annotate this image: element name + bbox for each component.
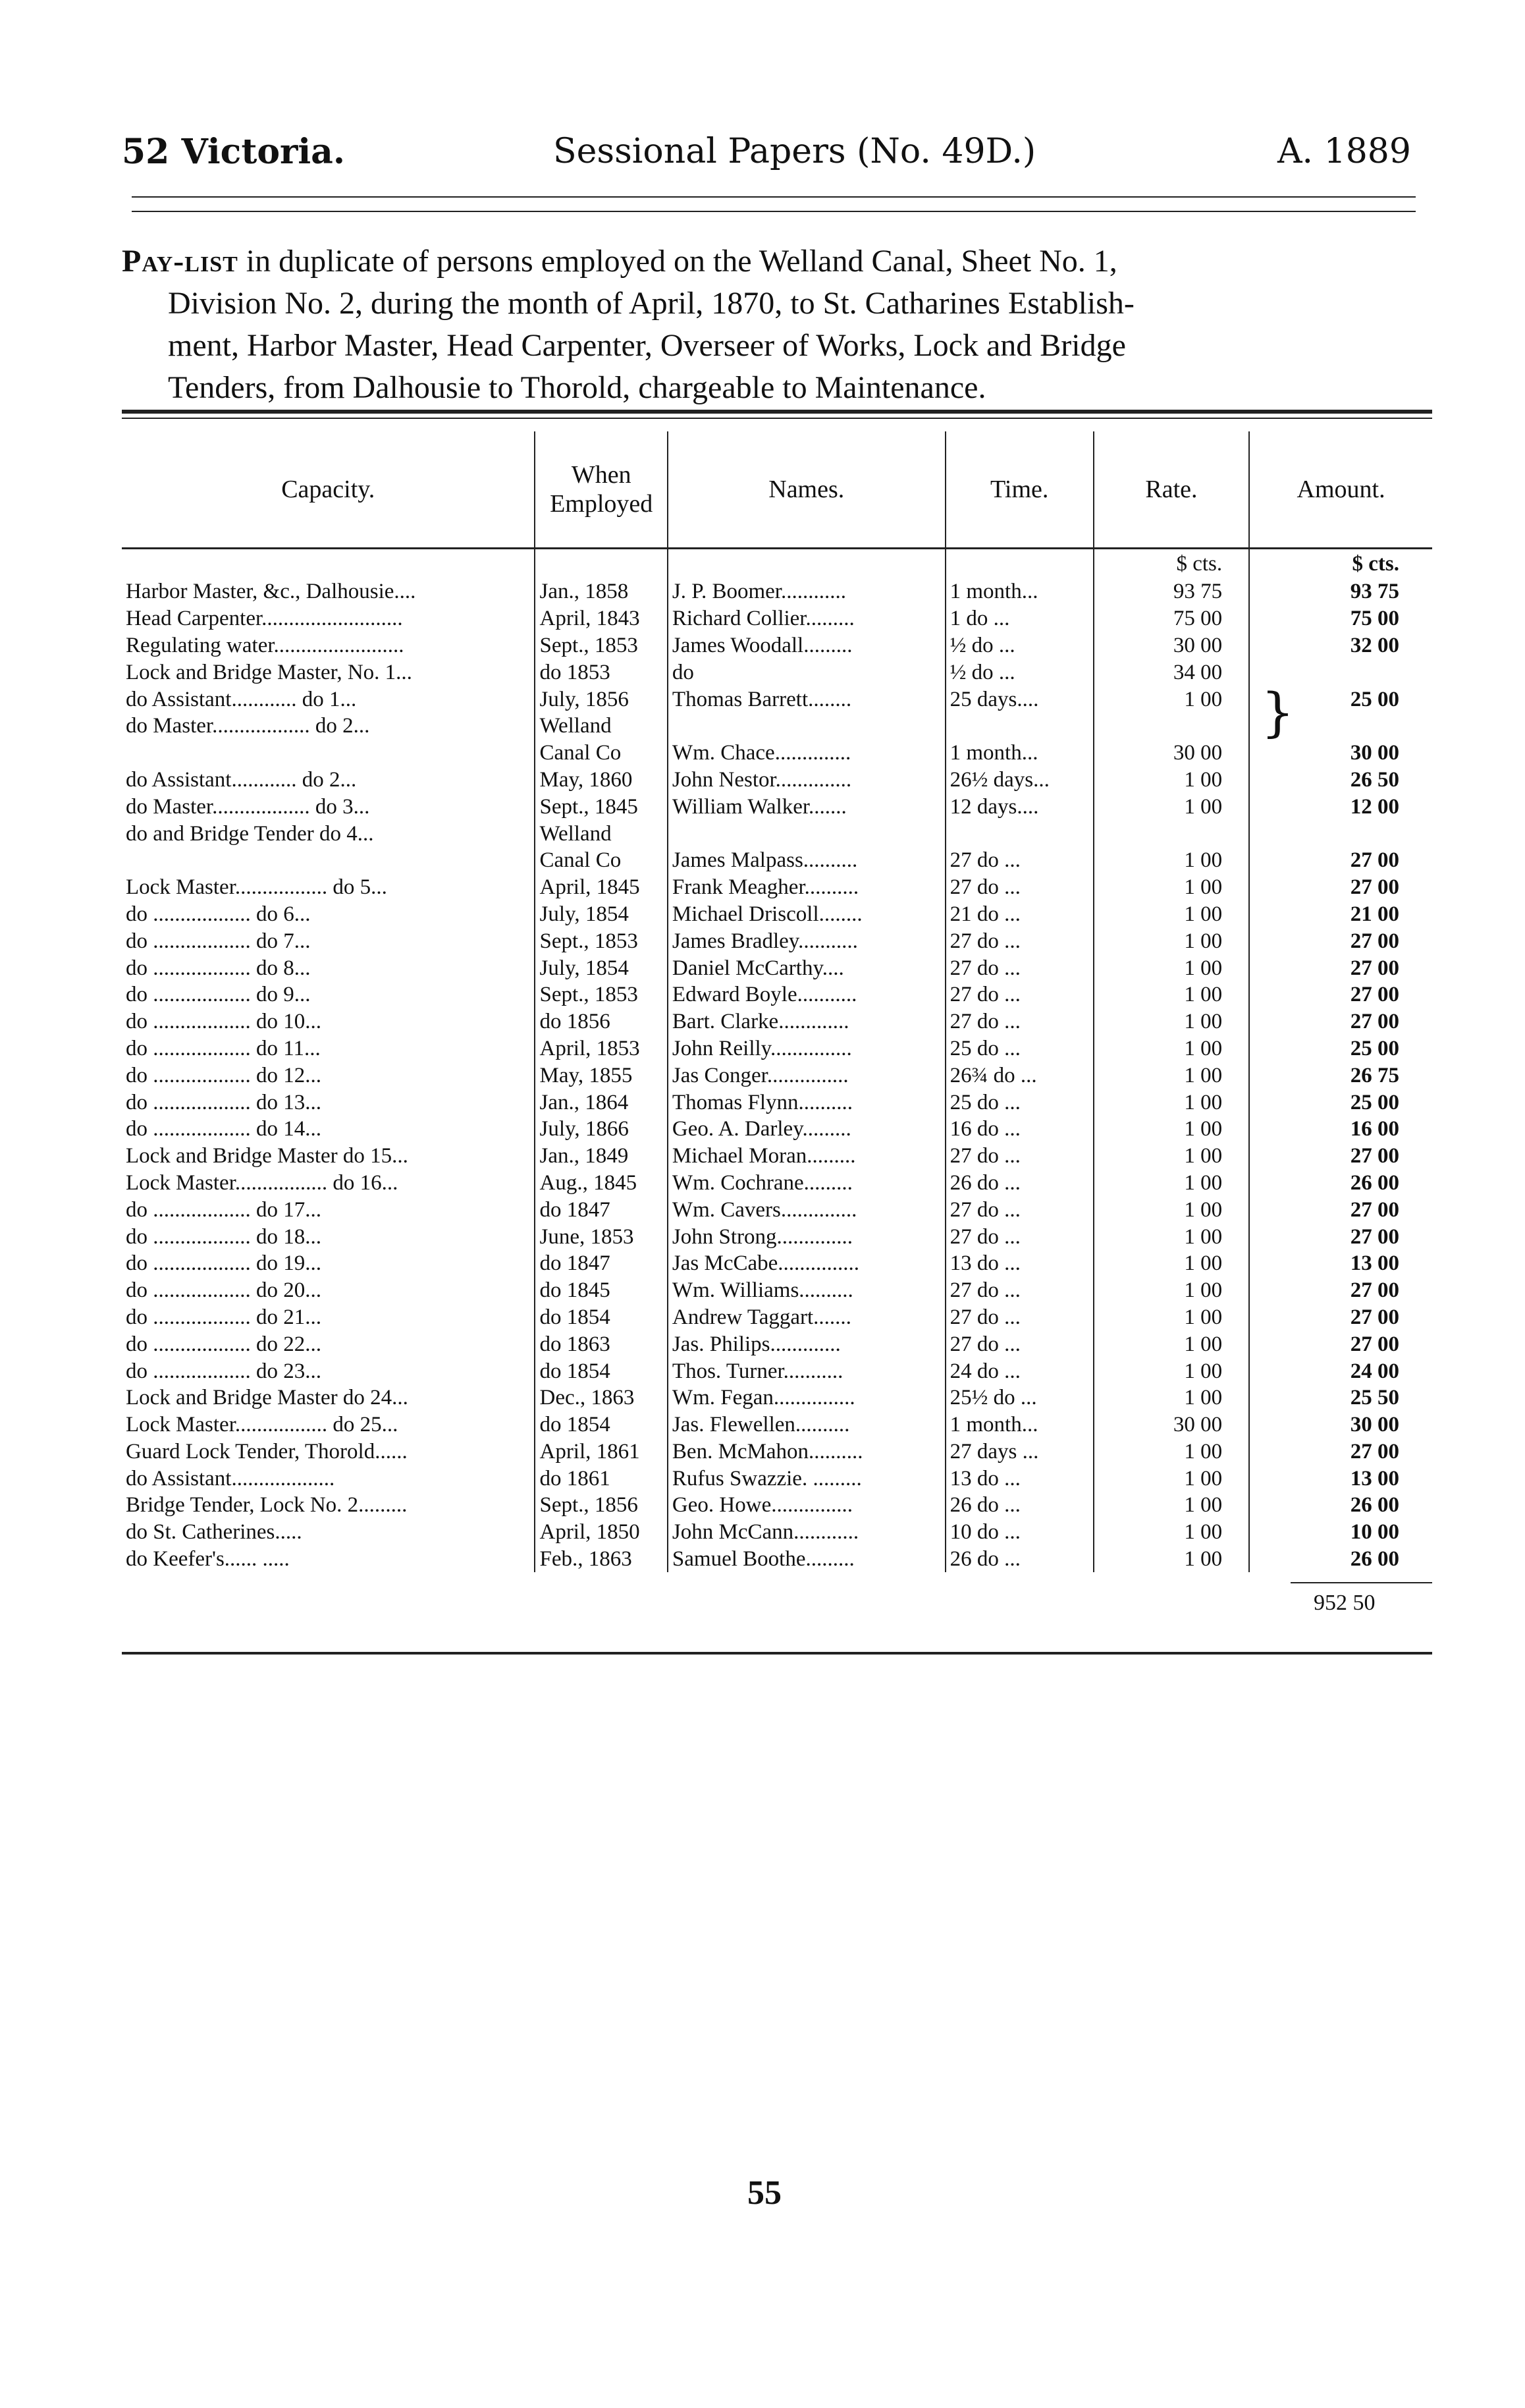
- name-cell: Daniel McCarthy....: [668, 954, 946, 981]
- when-employed-cell: Canal Co: [535, 740, 667, 767]
- name-cell: James Malpass..........: [668, 847, 946, 874]
- time-cell: 25 do ...: [946, 1035, 1094, 1062]
- name-cell: Wm. Chace..............: [668, 740, 946, 767]
- rate-cell: 1 00: [1094, 1250, 1249, 1277]
- capacity-cell: Guard Lock Tender, Thorold......: [126, 1439, 408, 1464]
- capacity-cell: do .................. do 20...: [126, 1278, 321, 1303]
- capacity-cell: Bridge Tender, Lock No. 2.........: [126, 1493, 408, 1518]
- table-row: [122, 605, 1432, 632]
- name-cell: Wm. Williams..........: [668, 1277, 946, 1304]
- table-row: [122, 954, 1432, 981]
- capacity-cell: do and Bridge Tender do 4...: [126, 821, 374, 846]
- name-cell: Edward Boyle...........: [668, 981, 946, 1008]
- title-line-2: Division No. 2, during the month of April, 1870, to St. Catharines Establish-: [168, 286, 1135, 321]
- amount-cell: 27 00: [1249, 1330, 1432, 1357]
- table-row: [122, 1277, 1432, 1304]
- rate-cell: 1 00: [1094, 1223, 1249, 1250]
- rate-cell: 1 00: [1094, 874, 1249, 901]
- capacity-cell: Head Carpenter..........................: [126, 607, 403, 631]
- amount-cell: 16 00: [1249, 1116, 1432, 1143]
- when-employed-cell: Jan., 1864: [535, 1089, 667, 1116]
- rate-cell: 30 00: [1094, 1411, 1249, 1438]
- time-cell: 13 do ...: [946, 1465, 1094, 1492]
- table-row: [122, 1411, 1432, 1438]
- time-cell: 27 do ...: [946, 847, 1094, 874]
- amount-cell: 25 50: [1249, 1384, 1432, 1411]
- amount-cell: [1249, 820, 1432, 847]
- table-row: [122, 1384, 1432, 1411]
- table-row: [122, 659, 1432, 686]
- time-cell: [946, 820, 1094, 847]
- amount-cell: 21 00: [1249, 901, 1432, 928]
- capacity-cell: do .................. do 13...: [126, 1090, 321, 1114]
- time-cell: 27 days ...: [946, 1438, 1094, 1465]
- table-row: [122, 740, 1432, 767]
- capacity-cell: do .................. do 12...: [126, 1063, 321, 1087]
- rate-cell: [1094, 713, 1249, 740]
- col-names: Names.: [668, 431, 946, 549]
- name-cell: Richard Collier.........: [668, 605, 946, 632]
- rate-cell: 1 00: [1094, 847, 1249, 874]
- rate-units: $ cts.: [1094, 549, 1249, 579]
- time-cell: 27 do ...: [946, 954, 1094, 981]
- time-cell: 27 do ...: [946, 1304, 1094, 1331]
- rate-cell: 1 00: [1094, 1546, 1249, 1573]
- when-employed-cell: do 1845: [535, 1277, 667, 1304]
- time-cell: 1 month...: [946, 740, 1094, 767]
- when-employed-cell: Aug., 1845: [535, 1170, 667, 1197]
- capacity-cell: Lock and Bridge Master, No. 1...: [126, 660, 412, 684]
- amount-cell: 27 00: [1249, 1277, 1432, 1304]
- capacity-cell: do Master.................. do 3...: [126, 794, 370, 819]
- capacity-cell: do .................. do 17...: [126, 1197, 321, 1222]
- when-employed-cell: do 1856: [535, 1008, 667, 1035]
- name-cell: James Woodall.........: [668, 632, 946, 659]
- name-cell: Thos. Turner...........: [668, 1357, 946, 1384]
- rate-cell: 34 00: [1094, 659, 1249, 686]
- time-cell: 25½ do ...: [946, 1384, 1094, 1411]
- rate-cell: 1 00: [1094, 1196, 1249, 1223]
- when-employed-cell: Sept., 1853: [535, 927, 667, 954]
- pay-list-title: [122, 240, 1432, 409]
- amount-cell: 27 00: [1249, 874, 1432, 901]
- col-when-label: When Employed: [550, 461, 653, 518]
- table-row: [122, 767, 1432, 794]
- table-header-row: [122, 431, 1432, 549]
- page-number: 55: [747, 2174, 782, 2212]
- header-rule-bottom: [132, 211, 1416, 212]
- table-row: [122, 1170, 1432, 1197]
- time-cell: 24 do ...: [946, 1357, 1094, 1384]
- name-cell: Michael Moran.........: [668, 1143, 946, 1170]
- name-cell: Samuel Boothe.........: [668, 1546, 946, 1573]
- time-cell: 27 do ...: [946, 1330, 1094, 1357]
- when-employed-cell: April, 1850: [535, 1519, 667, 1546]
- when-employed-cell: do 1854: [535, 1304, 667, 1331]
- capacity-cell: do .................. do 10...: [126, 1010, 321, 1034]
- title-lead: Pay-list: [122, 244, 238, 279]
- name-cell: John McCann............: [668, 1519, 946, 1546]
- amount-cell: 27 00: [1249, 981, 1432, 1008]
- rate-cell: 1 00: [1094, 686, 1249, 713]
- when-employed-cell: do 1847: [535, 1196, 667, 1223]
- name-cell: Geo. A. Darley.........: [668, 1116, 946, 1143]
- capacity-cell: [122, 740, 535, 767]
- table-row: [122, 1357, 1432, 1384]
- capacity-cell: do .................. do 8...: [126, 956, 311, 980]
- col-time: Time.: [946, 431, 1094, 549]
- table-row: [122, 686, 1432, 713]
- name-cell: Thomas Barrett........: [668, 686, 946, 713]
- col-when-employed: [535, 431, 667, 549]
- rate-cell: 1 00: [1094, 1089, 1249, 1116]
- rate-cell: 1 00: [1094, 1062, 1249, 1089]
- capacity-cell: Lock and Bridge Master do 15...: [126, 1144, 408, 1168]
- capacity-cell: do .................. do 21...: [126, 1305, 321, 1329]
- amount-units: $ cts.: [1249, 549, 1432, 579]
- name-cell: Jas. Flewellen..........: [668, 1411, 946, 1438]
- amount-cell: 13 00: [1249, 1465, 1432, 1492]
- pay-list-table: [122, 431, 1432, 1572]
- table-row: [122, 820, 1432, 847]
- title-line-3: ment, Harbor Master, Head Carpenter, Overseer of Works, Lock and Bridge: [168, 328, 1126, 363]
- time-cell: 27 do ...: [946, 1277, 1094, 1304]
- name-cell: Jas Conger...............: [668, 1062, 946, 1089]
- table-row: [122, 1250, 1432, 1277]
- when-employed-cell: May, 1860: [535, 767, 667, 794]
- time-cell: 27 do ...: [946, 1143, 1094, 1170]
- time-cell: 1 month...: [946, 1411, 1094, 1438]
- time-cell: 21 do ...: [946, 901, 1094, 928]
- when-employed-cell: do 1861: [535, 1465, 667, 1492]
- rate-cell: 1 00: [1094, 767, 1249, 794]
- table-row: [122, 981, 1432, 1008]
- time-cell: 13 do ...: [946, 1250, 1094, 1277]
- name-cell: Jas. Philips.............: [668, 1330, 946, 1357]
- capacity-cell: do .................. do 18...: [126, 1224, 321, 1249]
- col-capacity: Capacity.: [122, 431, 535, 549]
- capacity-cell: do .................. do 9...: [126, 983, 311, 1007]
- capacity-cell: do .................. do 6...: [126, 902, 311, 926]
- time-cell: ½ do ...: [946, 632, 1094, 659]
- rate-cell: 1 00: [1094, 1492, 1249, 1519]
- when-employed-cell: May, 1855: [535, 1062, 667, 1089]
- amount-cell: 25 00: [1249, 1089, 1432, 1116]
- title-line-1: in duplicate of persons employed on the Welland Canal, Sheet No. 1,: [238, 244, 1117, 279]
- name-cell: J. P. Boomer............: [668, 578, 946, 605]
- when-employed-cell: do 1854: [535, 1411, 667, 1438]
- amount-cell: 26 00: [1249, 1170, 1432, 1197]
- rate-cell: 1 00: [1094, 1465, 1249, 1492]
- capacity-cell: [122, 847, 535, 874]
- time-cell: 1 month...: [946, 578, 1094, 605]
- amount-cell: 27 00: [1249, 927, 1432, 954]
- when-employed-cell: Sept., 1845: [535, 793, 667, 820]
- time-cell: 27 do ...: [946, 1196, 1094, 1223]
- table-row: [122, 793, 1432, 820]
- table-row: [122, 1223, 1432, 1250]
- when-employed-cell: do 1863: [535, 1330, 667, 1357]
- when-employed-cell: Jan., 1849: [535, 1143, 667, 1170]
- table-row: [122, 1492, 1432, 1519]
- rate-cell: 30 00: [1094, 740, 1249, 767]
- total-rule: [1291, 1582, 1432, 1583]
- table-row: [122, 847, 1432, 874]
- grand-total: 952 50: [1314, 1591, 1376, 1615]
- rate-cell: 1 00: [1094, 954, 1249, 981]
- capacity-cell: Regulating water........................: [126, 633, 404, 657]
- title-line-4: Tenders, from Dalhousie to Thorold, chargeable to Maintenance.: [168, 370, 986, 405]
- time-cell: 25 do ...: [946, 1089, 1094, 1116]
- time-cell: 26½ days...: [946, 767, 1094, 794]
- col-rate: Rate.: [1094, 431, 1249, 549]
- rate-cell: 1 00: [1094, 1170, 1249, 1197]
- table-row: [122, 1465, 1432, 1492]
- name-cell: Jas McCabe...............: [668, 1250, 946, 1277]
- time-cell: 27 do ...: [946, 874, 1094, 901]
- capacity-cell: do .................. do 14...: [126, 1117, 321, 1141]
- col-amount: Amount.: [1249, 431, 1432, 549]
- capacity-cell: Lock Master................. do 5...: [126, 875, 387, 900]
- time-cell: 27 do ...: [946, 1223, 1094, 1250]
- name-cell: John Reilly...............: [668, 1035, 946, 1062]
- table-row: [122, 1089, 1432, 1116]
- when-employed-cell: July, 1854: [535, 954, 667, 981]
- capacity-cell: do Assistant............ do 2...: [126, 767, 357, 792]
- amount-cell: 27 00: [1249, 954, 1432, 981]
- rate-cell: 1 00: [1094, 1519, 1249, 1546]
- name-cell: [668, 713, 946, 740]
- time-cell: ½ do ...: [946, 659, 1094, 686]
- capacity-cell: Harbor Master, &c., Dalhousie....: [126, 580, 416, 604]
- when-employed-cell: Jan., 1858: [535, 578, 667, 605]
- amount-cell: 27 00: [1249, 1438, 1432, 1465]
- table-row: [122, 578, 1432, 605]
- header-center: Sessional Papers (No. 49D.): [553, 132, 1036, 171]
- when-employed-cell: June, 1853: [535, 1223, 667, 1250]
- when-employed-cell: April, 1845: [535, 874, 667, 901]
- time-cell: 25 days....: [946, 686, 1094, 713]
- amount-cell: 25 00: [1249, 1035, 1432, 1062]
- amount-cell: 26 00: [1249, 1546, 1432, 1573]
- table-row: [122, 1546, 1432, 1573]
- time-cell: 10 do ...: [946, 1519, 1094, 1546]
- when-employed-cell: Sept., 1856: [535, 1492, 667, 1519]
- name-cell: Ben. McMahon..........: [668, 1438, 946, 1465]
- amount-cell: 27 00: [1249, 1223, 1432, 1250]
- amount-cell: 27 00: [1249, 1196, 1432, 1223]
- rate-cell: 1 00: [1094, 1143, 1249, 1170]
- capacity-cell: Lock Master................. do 25...: [126, 1413, 398, 1437]
- when-employed-cell: April, 1861: [535, 1438, 667, 1465]
- rate-cell: 1 00: [1094, 981, 1249, 1008]
- name-cell: Wm. Cochrane.........: [668, 1170, 946, 1197]
- capacity-cell: do .................. do 7...: [126, 929, 311, 953]
- name-cell: John Nestor..............: [668, 767, 946, 794]
- when-employed-cell: do 1854: [535, 1357, 667, 1384]
- name-cell: Michael Driscoll........: [668, 901, 946, 928]
- rate-cell: 1 00: [1094, 1330, 1249, 1357]
- rate-cell: 1 00: [1094, 1035, 1249, 1062]
- amount-cell: 10 00: [1249, 1519, 1432, 1546]
- table-row: [122, 927, 1432, 954]
- rate-cell: [1094, 820, 1249, 847]
- time-cell: 12 days....: [946, 793, 1094, 820]
- amount-cell: 26 00: [1249, 1492, 1432, 1519]
- rate-cell: 30 00: [1094, 632, 1249, 659]
- when-employed-cell: April, 1853: [535, 1035, 667, 1062]
- time-cell: 27 do ...: [946, 981, 1094, 1008]
- time-cell: 16 do ...: [946, 1116, 1094, 1143]
- table-row: [122, 874, 1432, 901]
- name-cell: Wm. Fegan...............: [668, 1384, 946, 1411]
- capacity-cell: do Assistant...................: [126, 1466, 335, 1491]
- name-cell: Bart. Clarke.............: [668, 1008, 946, 1035]
- amount-cell: 12 00: [1249, 793, 1432, 820]
- header-left: 52 Victoria.: [122, 132, 345, 172]
- capacity-cell: do Assistant............ do 1...: [126, 687, 357, 711]
- amount-cell: 32 00: [1249, 632, 1432, 659]
- name-cell: Thomas Flynn..........: [668, 1089, 946, 1116]
- when-employed-cell: Feb., 1863: [535, 1546, 667, 1573]
- time-cell: 27 do ...: [946, 927, 1094, 954]
- table-row: [122, 1143, 1432, 1170]
- amount-cell: 30 00: [1249, 1411, 1432, 1438]
- amount-cell: 27 00: [1249, 1304, 1432, 1331]
- when-employed-cell: do 1853: [535, 659, 667, 686]
- table-top-rule-thin: [122, 418, 1432, 419]
- rate-cell: 1 00: [1094, 1304, 1249, 1331]
- when-employed-cell: Sept., 1853: [535, 632, 667, 659]
- time-cell: 26 do ...: [946, 1546, 1094, 1573]
- table-bottom-rule: [122, 1652, 1432, 1655]
- when-employed-cell: Welland: [535, 820, 667, 847]
- amount-cell: 26 75: [1249, 1062, 1432, 1089]
- rate-cell: 75 00: [1094, 605, 1249, 632]
- amount-cell: 27 00: [1249, 847, 1432, 874]
- table-row: [122, 1035, 1432, 1062]
- when-employed-cell: July, 1856: [535, 686, 667, 713]
- name-cell: James Bradley...........: [668, 927, 946, 954]
- amount-cell: 26 50: [1249, 767, 1432, 794]
- name-cell: Frank Meagher..........: [668, 874, 946, 901]
- amount-cell: 27 00: [1249, 1143, 1432, 1170]
- header-right: A. 1889: [1277, 132, 1411, 171]
- capacity-cell: Lock and Bridge Master do 24...: [126, 1386, 408, 1410]
- when-employed-cell: July, 1854: [535, 901, 667, 928]
- capacity-cell: do Master.................. do 2...: [126, 714, 370, 738]
- rate-cell: 1 00: [1094, 1277, 1249, 1304]
- capacity-cell: do St. Catherines.....: [126, 1520, 302, 1545]
- when-employed-cell: April, 1843: [535, 605, 667, 632]
- rate-cell: 1 00: [1094, 793, 1249, 820]
- amount-cell: 13 00: [1249, 1250, 1432, 1277]
- table-row: [122, 1438, 1432, 1465]
- time-cell: 27 do ...: [946, 1008, 1094, 1035]
- name-cell: Rufus Swazzie. .........: [668, 1465, 946, 1492]
- amount-cell: 25 00: [1249, 686, 1432, 713]
- time-cell: 26¾ do ...: [946, 1062, 1094, 1089]
- table-row: [122, 1196, 1432, 1223]
- time-cell: 26 do ...: [946, 1170, 1094, 1197]
- when-employed-cell: do 1847: [535, 1250, 667, 1277]
- rate-cell: 93 75: [1094, 578, 1249, 605]
- rate-cell: 1 00: [1094, 1384, 1249, 1411]
- amount-cell: 75 00: [1249, 605, 1432, 632]
- rate-cell: 1 00: [1094, 1008, 1249, 1035]
- rate-cell: 1 00: [1094, 901, 1249, 928]
- table-row: [122, 632, 1432, 659]
- rate-cell: 1 00: [1094, 1357, 1249, 1384]
- brace-glyph: }: [1261, 682, 1295, 743]
- table-row: [122, 901, 1432, 928]
- units-row: [122, 549, 1432, 579]
- table-row: [122, 1062, 1432, 1089]
- when-employed-cell: Sept., 1853: [535, 981, 667, 1008]
- amount-cell: 30 00: [1249, 740, 1432, 767]
- capacity-cell: do .................. do 22...: [126, 1332, 321, 1356]
- name-cell: William Walker.......: [668, 793, 946, 820]
- name-cell: Andrew Taggart.......: [668, 1304, 946, 1331]
- amount-cell: 24 00: [1249, 1357, 1432, 1384]
- when-employed-cell: July, 1866: [535, 1116, 667, 1143]
- table-row: [122, 1116, 1432, 1143]
- when-employed-cell: Canal Co: [535, 847, 667, 874]
- table-top-rule: [122, 410, 1432, 414]
- when-employed-cell: Welland: [535, 713, 667, 740]
- name-cell: Wm. Cavers..............: [668, 1196, 946, 1223]
- table-row: [122, 1330, 1432, 1357]
- when-employed-cell: Dec., 1863: [535, 1384, 667, 1411]
- name-cell: John Strong..............: [668, 1223, 946, 1250]
- name-cell: [668, 820, 946, 847]
- time-cell: 26 do ...: [946, 1492, 1094, 1519]
- header-rule-top: [132, 196, 1416, 198]
- rate-cell: 1 00: [1094, 1438, 1249, 1465]
- capacity-cell: Lock Master................. do 16...: [126, 1170, 398, 1195]
- table-row: [122, 1304, 1432, 1331]
- table-row: [122, 1008, 1432, 1035]
- name-cell: do: [668, 659, 946, 686]
- time-cell: [946, 713, 1094, 740]
- amount-cell: 93 75: [1249, 578, 1432, 605]
- table-row: [122, 713, 1432, 740]
- time-cell: 1 do ...: [946, 605, 1094, 632]
- amount-cell: 27 00: [1249, 1008, 1432, 1035]
- rate-cell: 1 00: [1094, 927, 1249, 954]
- capacity-cell: do .................. do 19...: [126, 1251, 321, 1276]
- capacity-cell: do Keefer's...... .....: [126, 1547, 290, 1572]
- capacity-cell: do .................. do 23...: [126, 1359, 321, 1383]
- table-row: [122, 1519, 1432, 1546]
- name-cell: Geo. Howe...............: [668, 1492, 946, 1519]
- capacity-cell: do .................. do 11...: [126, 1036, 321, 1060]
- rate-cell: 1 00: [1094, 1116, 1249, 1143]
